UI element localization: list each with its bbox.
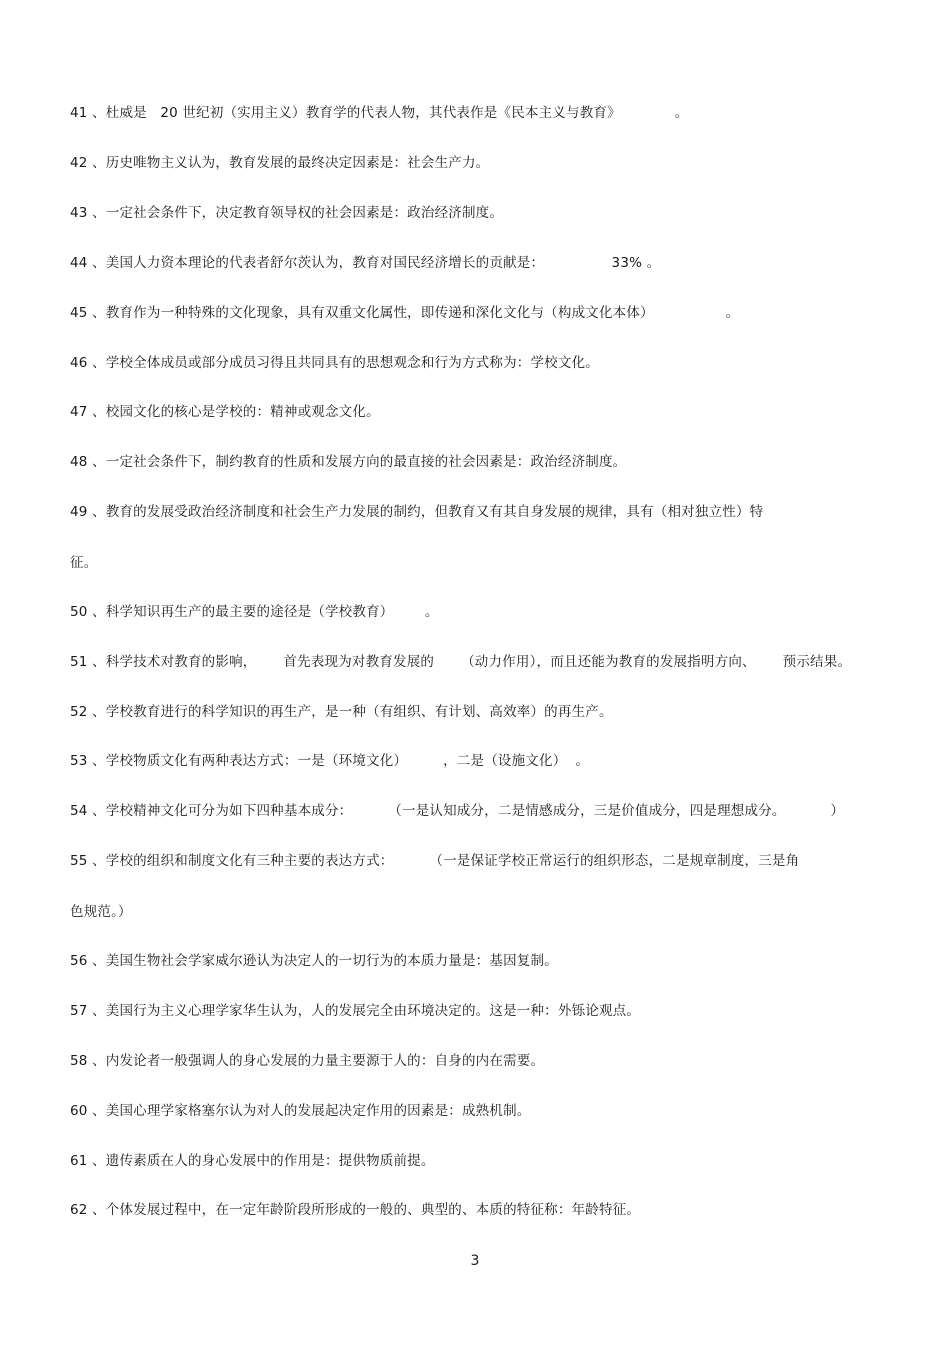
item-41: 41 、杜威是 20 世纪初（实用主义）教育学的代表人物，其代表作是《民本主义与教育》 。 (70, 105, 689, 121)
item-52: 52 、学校教育进行的科学知识的再生产，是一种（有组织、有计划、高效率）的再生产。 (70, 704, 613, 720)
item-44: 44 、美国人力资本理论的代表者舒尔茨认为，教育对国民经济增长的贡献是： 33% 。 (70, 255, 661, 271)
item-49-continued: 征。 (70, 555, 98, 571)
item-42: 42 、历史唯物主义认为，教育发展的最终决定因素是：社会生产力。 (70, 155, 490, 171)
item-62: 62 、个体发展过程中，在一定年龄阶段所形成的一般的、典型的、本质的特征称：年龄特征。 (70, 1202, 641, 1218)
item-56: 56 、美国生物社会学家威尔逊认为决定人的一切行为的本质力量是：基因复制。 (70, 953, 558, 969)
item-54: 54 、学校精神文化可分为如下四种基本成分： （一是认知成分，二是情感成分，三是价值成分，四是理想成分。 ） (70, 803, 845, 819)
item-60: 60 、美国心理学家格塞尔认为对人的发展起决定作用的因素是：成熟机制。 (70, 1103, 531, 1119)
item-49: 49 、教育的发展受政治经济制度和社会生产力发展的制约，但教育又有其自身发展的规律，具有（相对独立性）特 (70, 504, 764, 520)
item-51: 51 、科学技术对教育的影响， 首先表现为对教育发展的 （动力作用），而且还能为教育的发展指明方向、 预示结果。 (70, 654, 852, 670)
item-43: 43 、一定社会条件下，决定教育领导权的社会因素是：政治经济制度。 (70, 205, 504, 221)
item-46: 46 、学校全体成员或部分成员习得且共同具有的思想观念和行为方式称为：学校文化。 (70, 355, 599, 371)
item-47: 47 、校园文化的核心是学校的：精神或观念文化。 (70, 404, 380, 420)
item-57: 57 、美国行为主义心理学家华生认为，人的发展完全由环境决定的。这是一种：外铄论观点。 (70, 1003, 641, 1019)
item-50: 50 、科学知识再生产的最主要的途径是（学校教育） 。 (70, 604, 439, 620)
item-58: 58 、内发论者一般强调人的身心发展的力量主要源于人的：自身的内在需要。 (70, 1053, 545, 1069)
item-53: 53 、学校物质文化有两种表达方式：一是（环境文化） ，二是（设施文化） 。 (70, 753, 590, 769)
item-55: 55 、学校的组织和制度文化有三种主要的表达方式： （一是保证学校正常运行的组织形态，二是规章制度，三是角 (70, 853, 800, 869)
item-45: 45 、教育作为一种特殊的文化现象，具有双重文化属性，即传递和深化文化与（构成文化本体） 。 (70, 305, 740, 321)
item-48: 48 、一定社会条件下，制约教育的性质和发展方向的最直接的社会因素是：政治经济制度。 (70, 454, 627, 470)
item-61: 61 、遗传素质在人的身心发展中的作用是：提供物质前提。 (70, 1153, 435, 1169)
page-number: 3 (470, 1253, 480, 1269)
item-55-continued: 色规范。） (70, 904, 132, 920)
